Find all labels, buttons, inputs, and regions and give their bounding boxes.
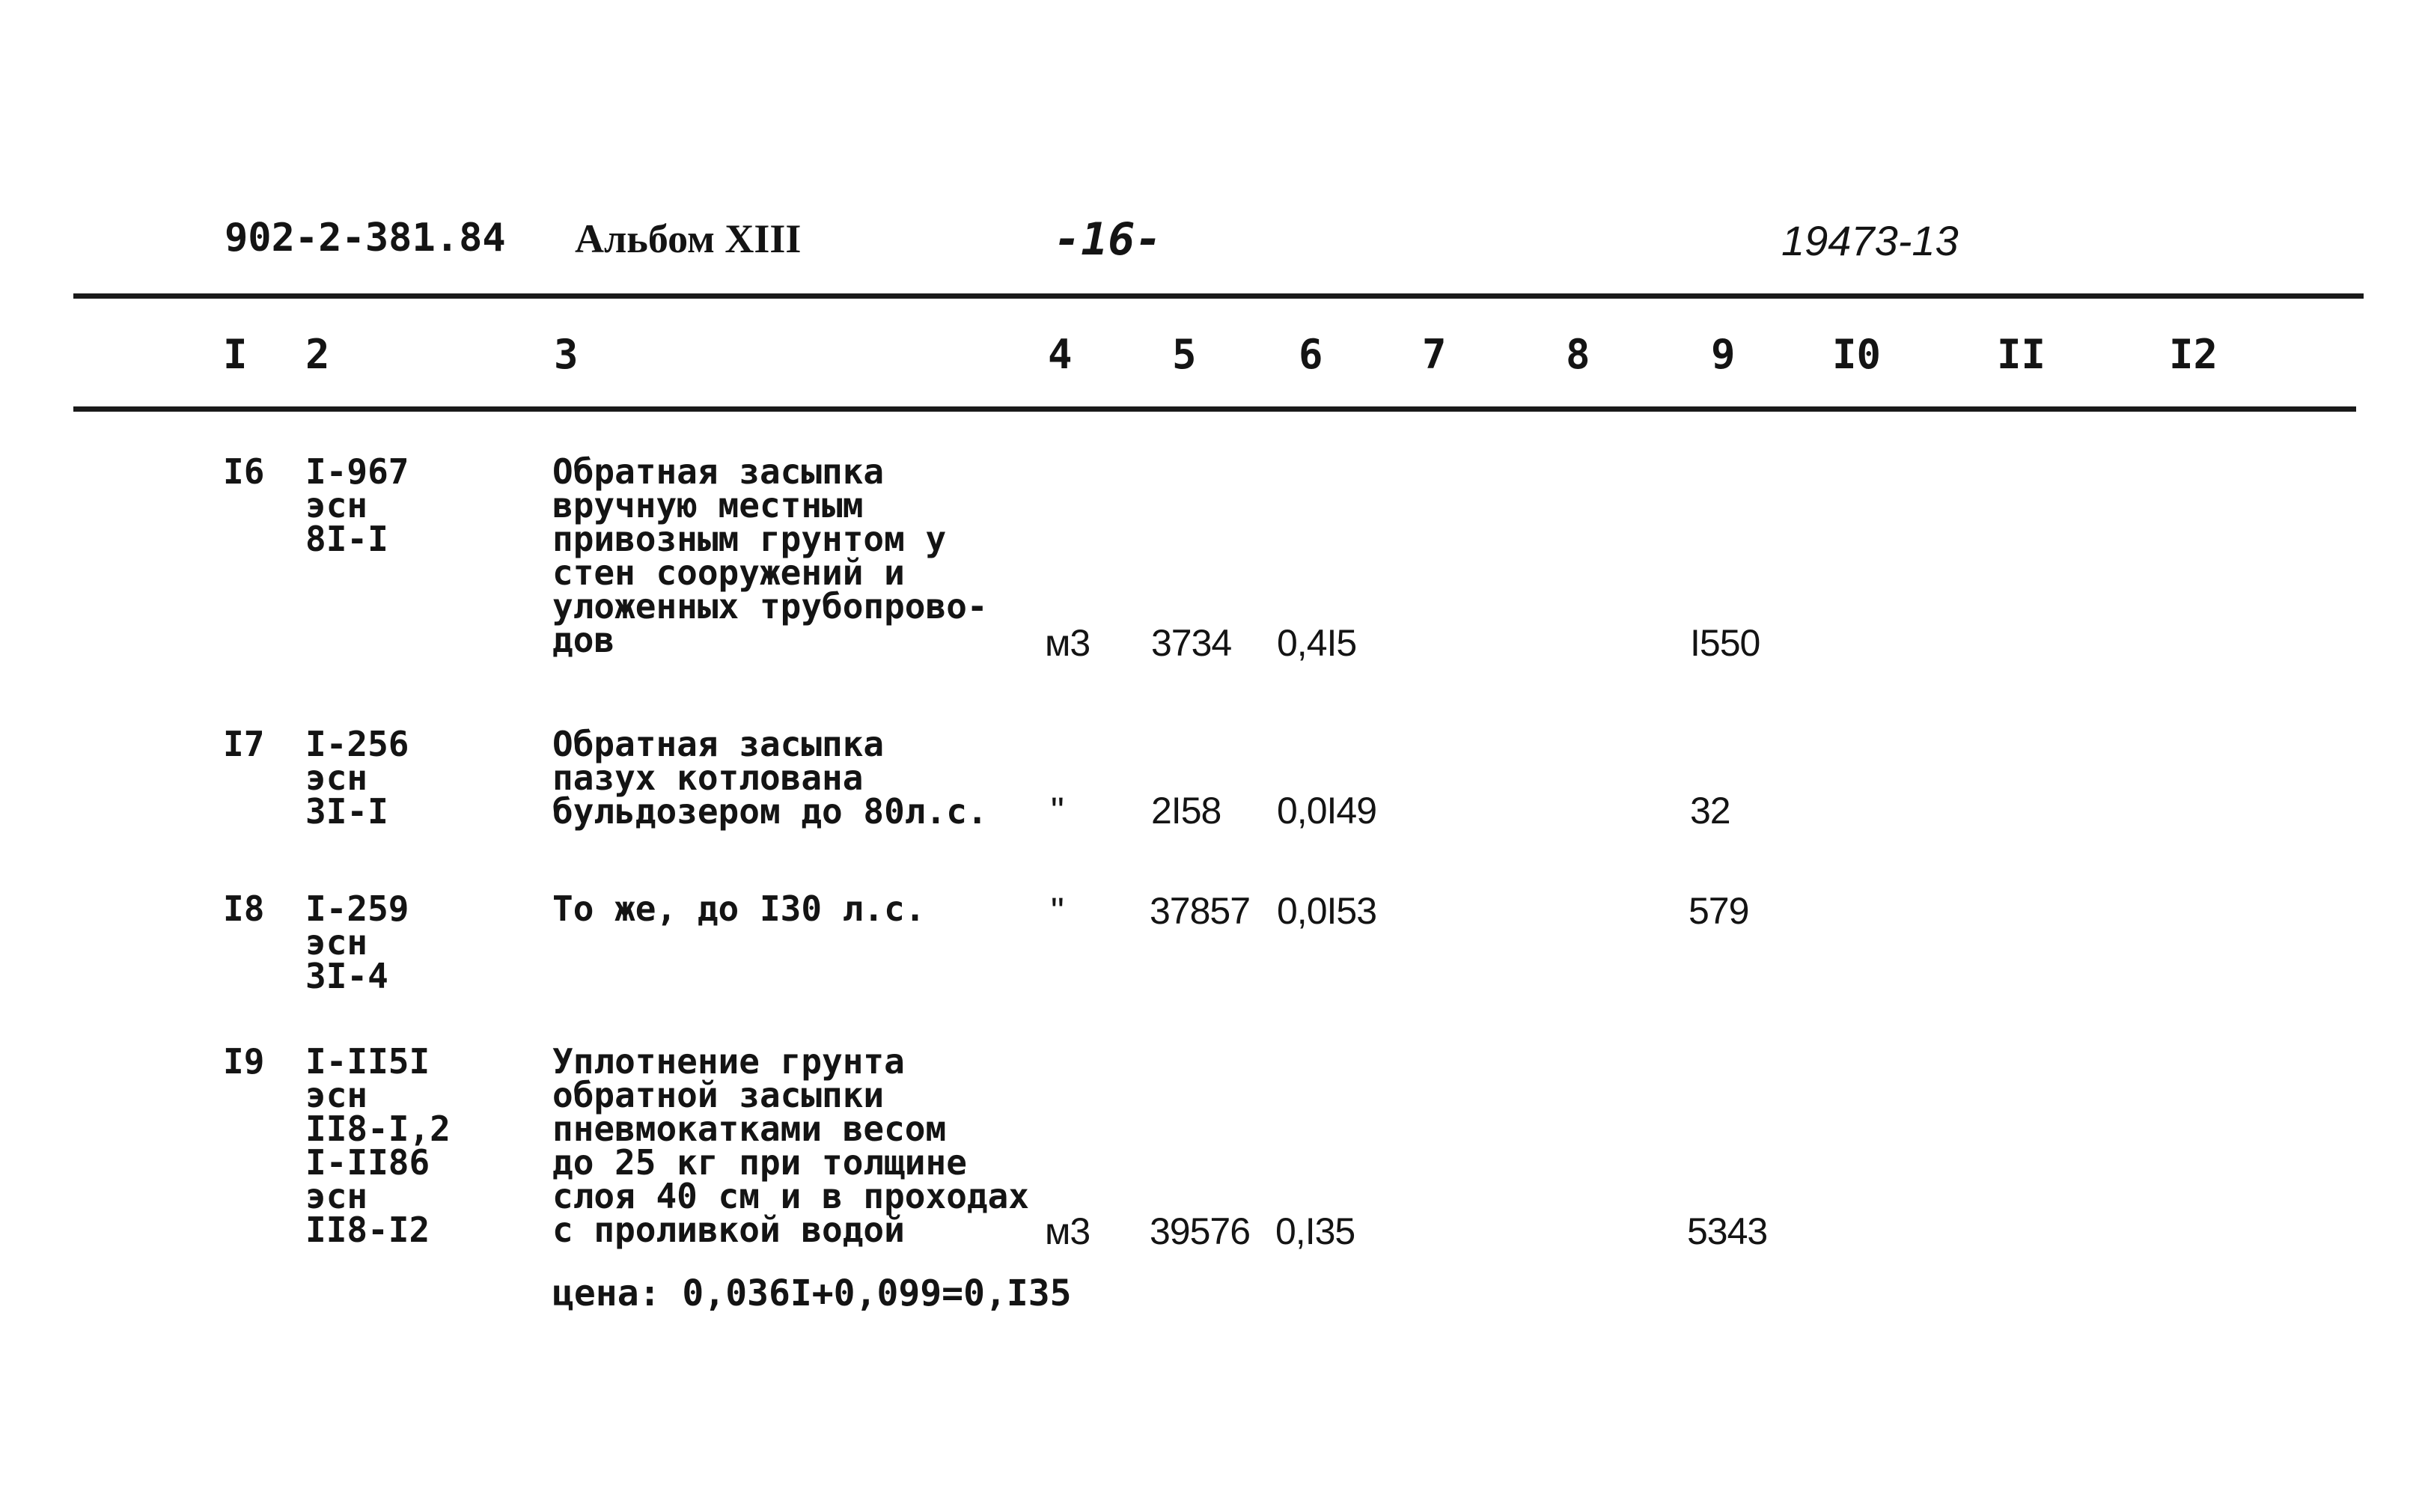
table-header-rule	[73, 406, 2356, 412]
row-number: I8	[223, 888, 265, 929]
column-number: I	[223, 331, 248, 378]
norm-code: I-II5I эсн II8-I,2 I-II86 эсн II8-I2	[305, 1041, 451, 1250]
quantity: 2I58	[1151, 790, 1221, 832]
column-number: 2	[305, 331, 330, 378]
row-number: I9	[223, 1041, 265, 1082]
column-number: I0	[1832, 331, 1882, 378]
column-number: II	[1997, 331, 2046, 378]
work-description: Обратная засыпка вручную местным привозным грунтом у стен сооружений и уложенных трубопрово- дов	[552, 451, 988, 660]
unit-price: 0,4I5	[1277, 622, 1357, 664]
album-title: Альбом XIII	[575, 216, 802, 261]
unit-price: 0,I35	[1275, 1210, 1355, 1252]
unit-price: 0,0I49	[1277, 790, 1377, 832]
reference-number: 19473-13	[1781, 217, 1959, 264]
column-number: 5	[1172, 331, 1197, 378]
row-number: I6	[223, 451, 265, 492]
column-number: 7	[1422, 331, 1447, 378]
column-number: I2	[2169, 331, 2218, 378]
price-calculation-note: цена: 0,036I+0,099=0,I35	[552, 1272, 1072, 1314]
total-cost: 32	[1690, 790, 1730, 832]
norm-code: I-256 эсн 3I-I	[305, 724, 409, 832]
column-number: 4	[1048, 331, 1073, 378]
column-number: 3	[554, 331, 579, 378]
quantity: 3734	[1151, 622, 1232, 664]
column-number: 8	[1566, 331, 1590, 378]
norm-code: I-967 эсн 8I-I	[305, 451, 409, 559]
row-number: I7	[223, 724, 265, 764]
norm-code: I-259 эсн 3I-4	[305, 888, 409, 996]
table-top-rule	[73, 293, 2364, 299]
work-description: То же, до I30 л.с.	[552, 888, 926, 929]
column-number: 6	[1299, 331, 1323, 378]
unit: м3	[1045, 1210, 1090, 1252]
work-description: Обратная засыпка пазух котлована бульдозером до 80л.с.	[552, 724, 988, 832]
total-cost: 579	[1689, 890, 1749, 932]
page-number: -16-	[1054, 213, 1162, 266]
document-code: 902-2-381.84	[225, 216, 506, 260]
unit: "	[1051, 790, 1064, 832]
total-cost: I550	[1690, 622, 1760, 664]
quantity: 39576	[1150, 1210, 1251, 1252]
unit: "	[1051, 890, 1064, 932]
quantity: 37857	[1150, 890, 1251, 932]
work-description: Уплотнение грунта обратной засыпки пневмокатками весом до 25 кг при толщине слоя 40 см и в проходах с проливкой водой	[552, 1041, 1029, 1250]
unit-price: 0,0I53	[1277, 890, 1377, 932]
unit: м3	[1045, 622, 1090, 664]
column-number: 9	[1711, 331, 1736, 378]
total-cost: 5343	[1687, 1210, 1768, 1252]
